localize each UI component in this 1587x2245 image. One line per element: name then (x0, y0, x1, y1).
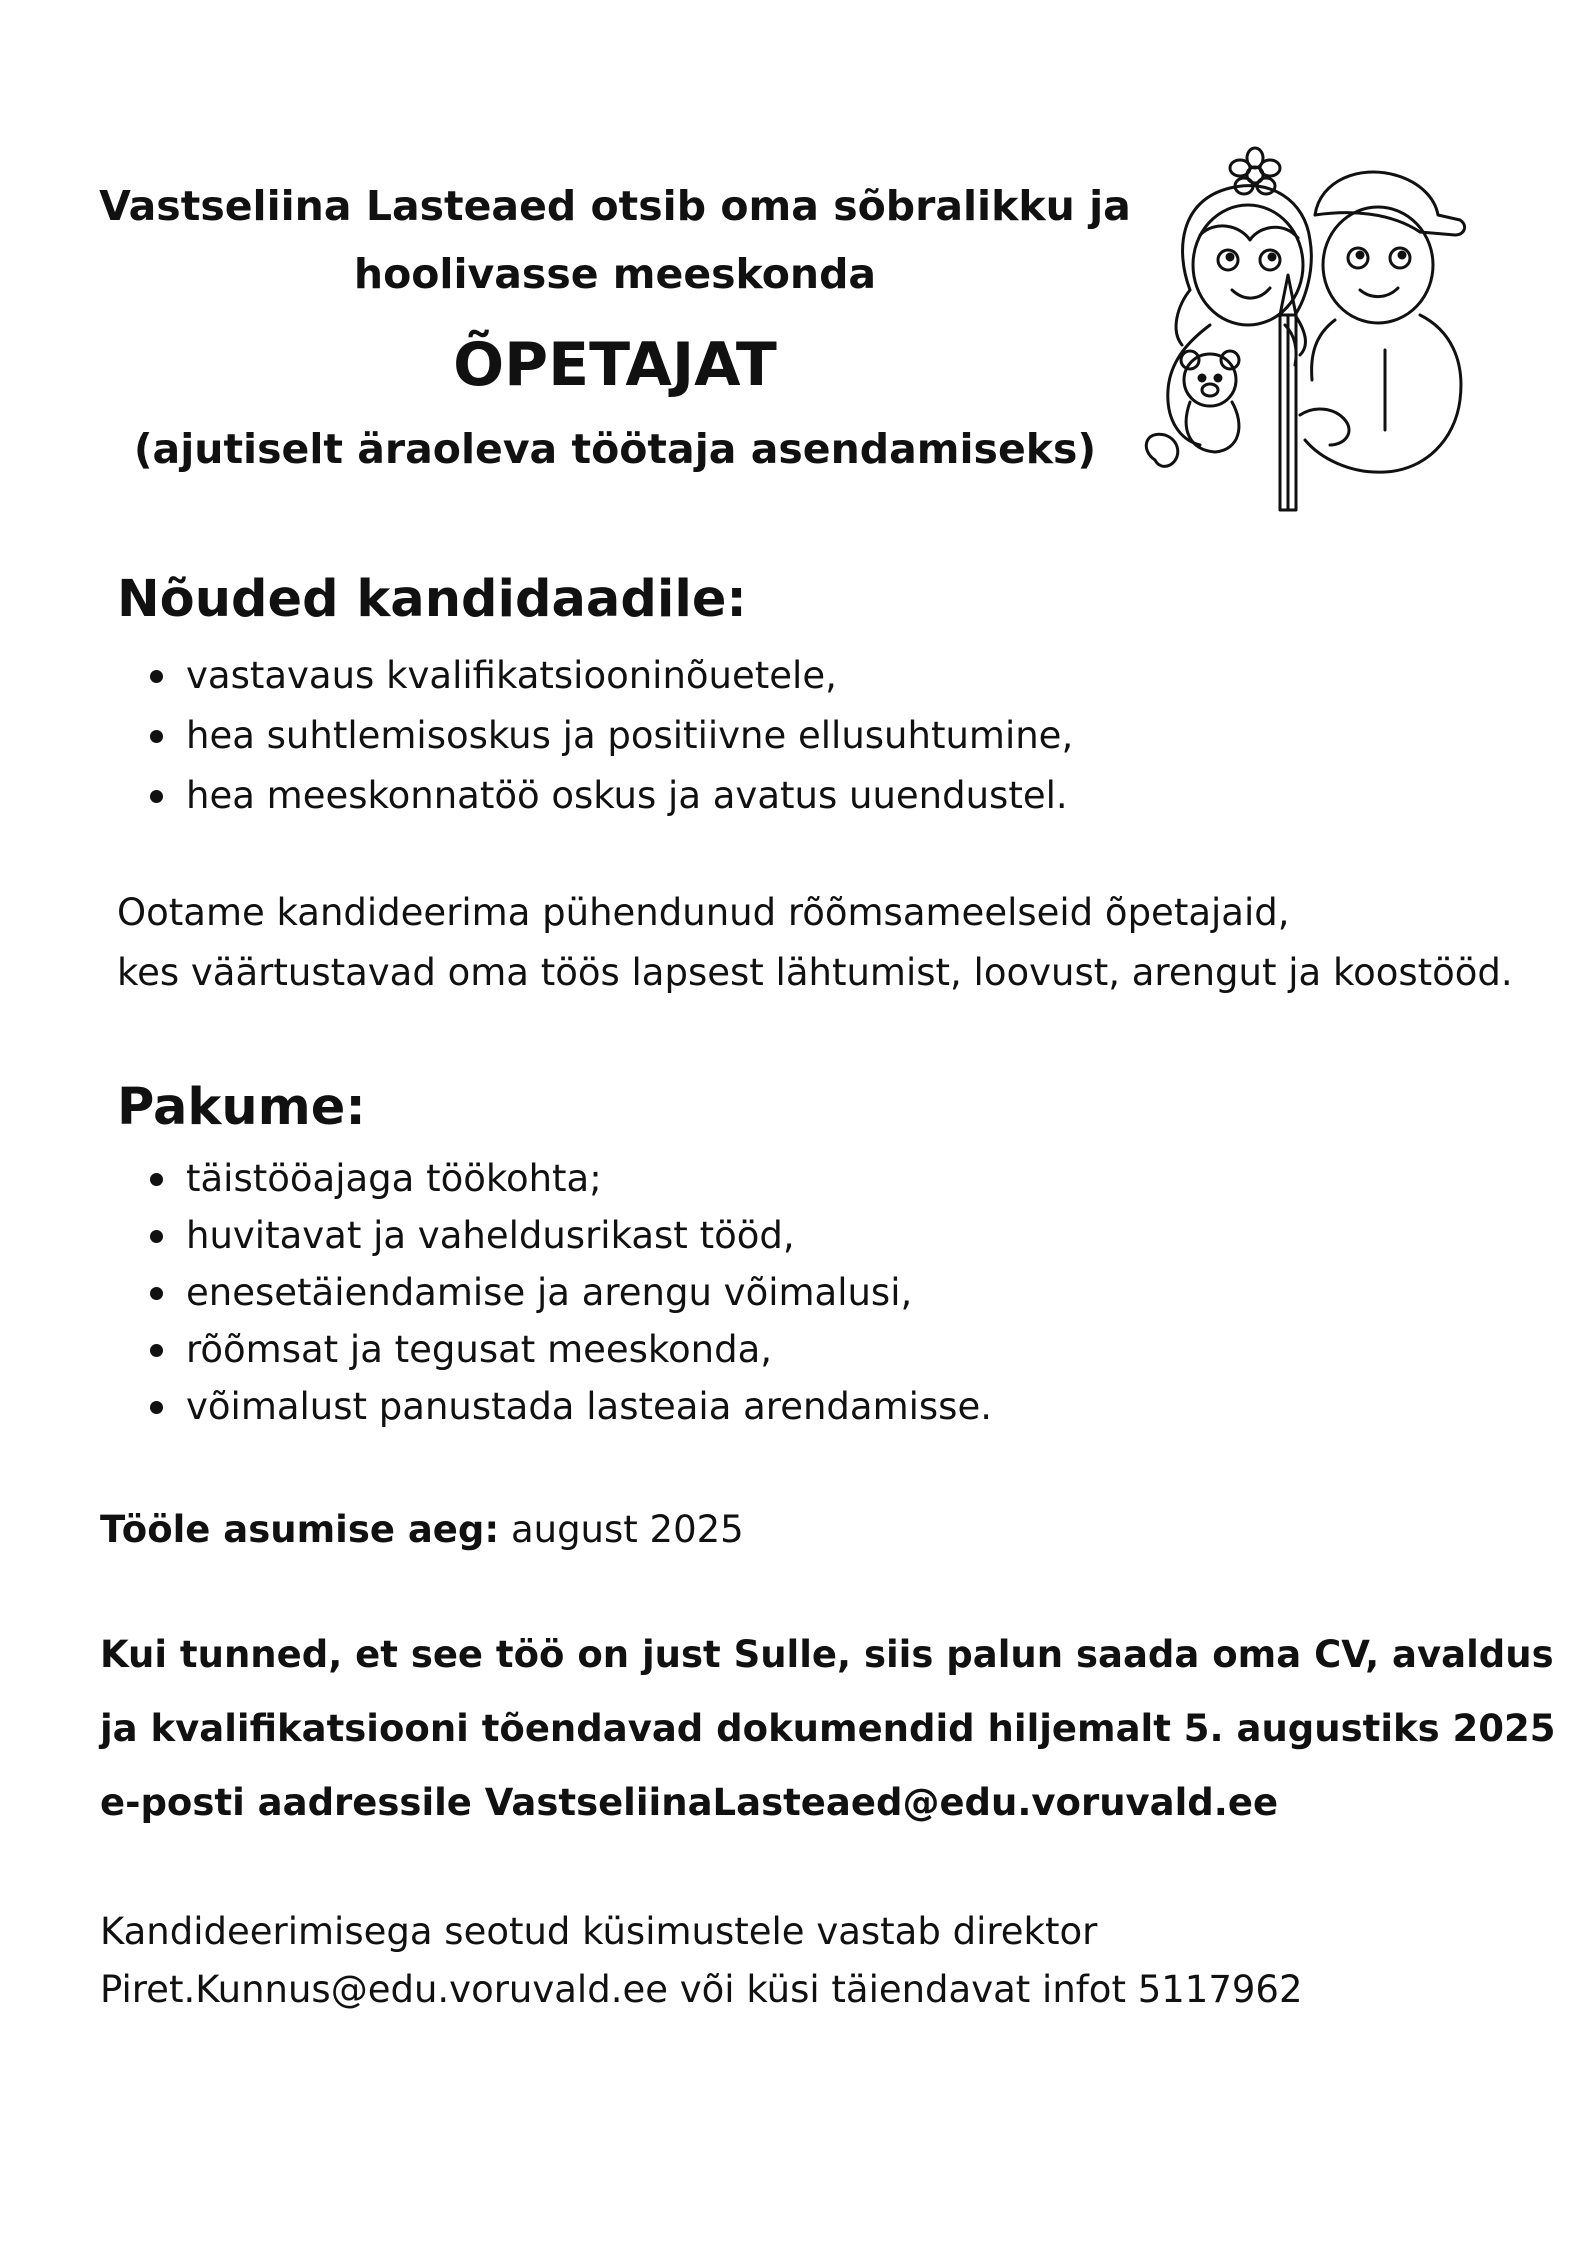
offer-heading: Pakume: (117, 1078, 366, 1137)
application-line-1: Kui tunned, et see töö on just Sulle, siis palun saada oma CV, avaldus (100, 1633, 1554, 1676)
list-item-text: enesetäiendamise ja arengu võimalusi, (186, 1271, 913, 1314)
contact-info (100, 1903, 1303, 2019)
bullet-icon (150, 1287, 163, 1300)
bullet-icon (150, 730, 163, 743)
bullet-icon (150, 1401, 163, 1414)
header-line-2: hoolivasse meeskonda (353, 250, 877, 298)
list-item-text: võimalust panustada lasteaia arendamisse. (186, 1385, 992, 1428)
application-line-2: ja kvalifikatsiooni tõendavad dokumendid hiljemalt 5. augustiks 2025 (100, 1707, 1556, 1750)
boy-figure (1300, 172, 1465, 472)
children-illustration-icon (1120, 140, 1480, 520)
offer-list (144, 1150, 992, 1435)
contact-line-1: Kandideerimisega seotud küsimustele vastab direktor (100, 1910, 1098, 1953)
list-item-text: huvitavat ja vaheldusrikast tööd, (186, 1214, 795, 1257)
application-line-3: e-posti aadressile VastseliinaLasteaed@edu.voruvald.ee (100, 1781, 1279, 1824)
invitation-paragraph (117, 883, 1513, 1003)
bullet-icon (150, 1173, 163, 1186)
bullet-icon (150, 1344, 163, 1357)
list-item-text: rõõmsat ja tegusat meeskonda, (186, 1328, 773, 1371)
list-item (144, 1321, 992, 1378)
list-item (144, 1264, 992, 1321)
invitation-line-2: kes väärtustavad oma töös lapsest lähtumist, loovust, arengut ja koostööd. (117, 951, 1513, 994)
pencil-icon (1280, 275, 1296, 510)
list-item (144, 766, 1073, 826)
start-date-value: august 2025 (499, 1508, 744, 1551)
invitation-line-1: Ootame kandideerima pühendunud rõõmsameelseid õpetajaid, (117, 891, 1290, 934)
list-item (144, 646, 1073, 706)
header-line-1: Vastseliina Lasteaed otsib oma sõbralikku ja (99, 182, 1131, 230)
list-item (144, 1378, 992, 1435)
list-item-text: hea suhtlemisoskus ja positiivne ellusuhtumine, (186, 714, 1074, 757)
list-item-text: vastavaus kvalifikatsiooninõuetele, (186, 654, 837, 697)
list-item-text: hea meeskonnatöö oskus ja avatus uuendustel. (186, 774, 1068, 817)
list-item (144, 1207, 992, 1264)
start-date (100, 1500, 744, 1560)
position-title: ÕPETAJAT (453, 330, 777, 400)
list-item-text: täistööajaga töökohta; (186, 1157, 602, 1200)
requirements-heading: Nõuded kandidaadile: (117, 570, 747, 629)
bullet-icon (150, 790, 163, 803)
list-item (144, 706, 1073, 766)
list-item (144, 1150, 992, 1207)
bullet-icon (150, 1230, 163, 1243)
teddy-bear-icon (1146, 351, 1239, 466)
bullet-icon (150, 670, 163, 683)
application-instructions (100, 1618, 1556, 1840)
contact-line-2: Piret.Kunnus@edu.voruvald.ee või küsi täiendavat infot 5117962 (100, 1968, 1303, 2011)
requirements-list (144, 646, 1073, 826)
start-date-label: Tööle asumise aeg: (100, 1508, 500, 1551)
position-note: (ajutiselt äraoleva töötaja asendamiseks) (133, 425, 1097, 473)
